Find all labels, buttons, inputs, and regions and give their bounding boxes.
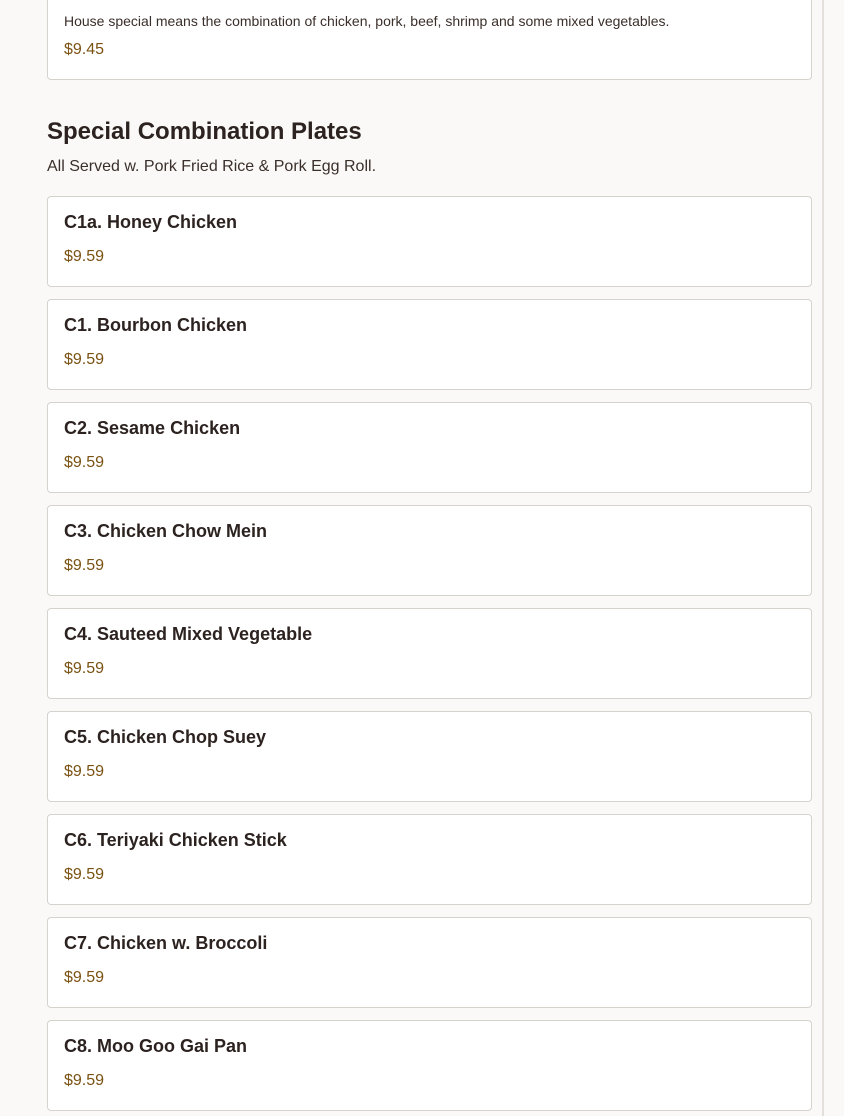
item-name: C4. Sauteed Mixed Vegetable (64, 624, 313, 644)
menu-item-card[interactable] (47, 608, 812, 699)
item-price: $9.59 (64, 351, 105, 368)
menu-item-card[interactable] (47, 402, 812, 493)
menu-item-card[interactable] (47, 814, 812, 905)
menu-item-list (47, 196, 812, 1116)
item-name: C8. Moo Goo Gai Pan (64, 1036, 248, 1056)
item-price: $9.59 (64, 660, 105, 677)
item-name: C1a. Honey Chicken (64, 212, 238, 232)
item-name: C1. Bourbon Chicken (64, 315, 248, 335)
item-price: $9.45 (64, 41, 105, 58)
item-price: $9.59 (64, 454, 105, 471)
menu-item-card[interactable] (47, 711, 812, 802)
item-price: $9.59 (64, 1072, 105, 1089)
item-name: C5. Chicken Chop Suey (64, 727, 267, 747)
item-price: $9.59 (64, 866, 105, 883)
item-name: C2. Sesame Chicken (64, 418, 241, 438)
section-subtitle: All Served w. Pork Fried Rice & Pork Egg Roll. (47, 158, 377, 175)
menu-item-card[interactable] (47, 917, 812, 1008)
item-price: $9.59 (64, 248, 105, 265)
item-name: C7. Chicken w. Broccoli (64, 933, 268, 953)
item-name: C6. Teriyaki Chicken Stick (64, 830, 287, 850)
menu-item-card[interactable] (47, 1020, 812, 1111)
menu-item-card[interactable] (47, 505, 812, 596)
section-title: Special Combination Plates (47, 118, 362, 145)
menu-item-card-house-special[interactable] (47, 0, 812, 80)
item-price: $9.59 (64, 763, 105, 780)
page-right-divider (822, 0, 824, 1116)
item-price: $9.59 (64, 557, 105, 574)
item-name: C3. Chicken Chow Mein (64, 521, 268, 541)
item-price: $9.59 (64, 969, 105, 986)
item-description: House special means the combination of chicken, pork, beef, shrimp and some mixed vegetables. (64, 13, 670, 29)
menu-item-card[interactable] (47, 196, 812, 287)
menu-item-card[interactable] (47, 299, 812, 390)
